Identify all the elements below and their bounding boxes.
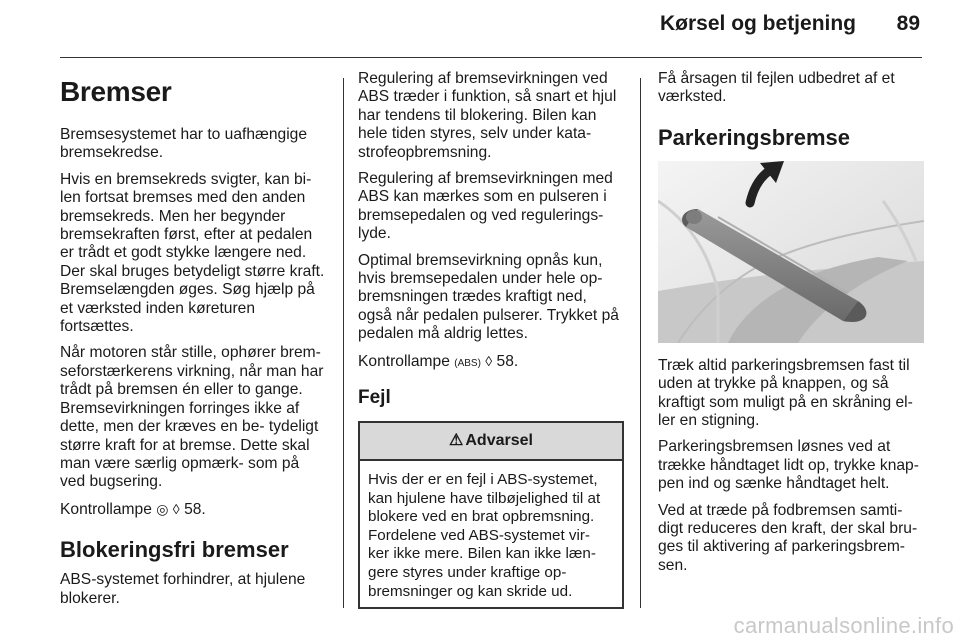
paragraph: Parkeringsbremsen løsnes ved at trække håndtaget lidt op, trykke knap- pen ind og sænke håndtaget helt. [658, 438, 919, 493]
header-title: Kørsel og betjening [660, 12, 857, 35]
warning-title: Advarsel [465, 431, 533, 449]
paragraph: Bremsesystemet har to uafhængige bremsekredse. [60, 126, 308, 162]
warning-header [360, 423, 622, 461]
warning-lamp-reference [60, 500, 328, 519]
column-divider [640, 78, 641, 608]
paragraph: Hvis en bremsekreds svigter, kan bi- len fortsat bremses med den anden bremsekreds. Men her begynder bremsekraften først, efter at pedalen er trådt et godt stykke længere ned. Der skal bruges betydeligt større kraft. Bremselængden øges. Søg hjælp på et værksted inden køreturen fortsættes. [60, 170, 325, 336]
page-ref-number: 58. [184, 500, 206, 518]
subsection-heading-abs: Blokeringsfri bremser [60, 537, 289, 563]
paragraph: Regulering af bremsevirkningen med ABS kan mærkes som en pulseren i bremsepedalen og ved regulerings- lyde. [358, 170, 613, 243]
column-divider [343, 78, 344, 608]
warning-triangle-icon: ⚠ [449, 431, 464, 449]
column-3 [658, 70, 924, 583]
header-rule [60, 57, 922, 58]
section-heading-bremser: Bremser [60, 76, 172, 107]
brake-warning-lamp-icon: ◎ [156, 500, 169, 517]
page-reference-link[interactable] [173, 501, 206, 518]
subsection-heading-fejl: Fejl [358, 387, 391, 409]
page-number: 89 [896, 12, 920, 35]
warning-box [358, 421, 624, 609]
abs-lamp-reference [358, 352, 624, 373]
page-ref-number: 58. [496, 352, 519, 370]
section-heading-parkeringsbremse: Parkeringsbremse [658, 124, 850, 150]
page-ref-arrow-icon: ◊ [485, 352, 493, 369]
paragraph: Få årsagen til fejlen udbedret af et værksted. [658, 70, 895, 106]
paragraph: Regulering af bremsevirkningen ved ABS træder i funktion, så snart et hjul har tendens til blokering. Bilen kan hele tiden styres, selv under kata- strofeopbremsning. [358, 70, 617, 161]
paragraph: Optimal bremsevirkning opnås kun, hvis bremsepedalen under hele op- bremsningen trædes kraftigt ned, også når pedalen pulserer. Trykket på pedalen må aldrig lettes. [358, 251, 619, 343]
page-ref-arrow-icon: ◊ [172, 500, 180, 517]
warning-text: Hvis der er en fejl i ABS-systemet, kan hjulene have tilbøjelighed til at blokere ved en brat opbremsning. Fordelene ved ABS-systemet vir- ker ikke mere. Bilen kan ikke læn- gere styres under kraftige op- bremsninger og kan skride ud. [368, 471, 601, 600]
reference-label: Kontrollampe [60, 500, 152, 518]
column-1 [60, 70, 328, 616]
handbrake-lever-illustration-icon [658, 161, 924, 343]
paragraph: Ved at træde på fodbremsen samti- digt reduceres den kraft, der skal bru- ges til aktivering af parkeringsbrem- sen. [658, 501, 918, 574]
abs-warning-lamp-icon: (ABS) [454, 357, 481, 369]
paragraph: Når motoren står stille, ophører brem- seforstærkerens virkning, når man har trådt på bremsen én eller to gange. Bremsevirkningen forringes ikke af dette, men der kræves en be- tydeligt større kraft for at bremse. Dette skal man være særlig opmærk- som på ved bugsering. [60, 344, 324, 491]
column-2 [358, 70, 624, 609]
watermark: carmanualsonline.info [733, 613, 954, 638]
paragraph: Træk altid parkeringsbremsen fast til uden at trykke på knappen, og så kraftigt som muligt på en skråning el- ler en stigning. [658, 356, 913, 430]
reference-label: Kontrollampe [358, 352, 450, 370]
paragraph: ABS-systemet forhindrer, at hjulene blokerer. [60, 571, 306, 607]
page-reference-link[interactable] [485, 353, 518, 370]
